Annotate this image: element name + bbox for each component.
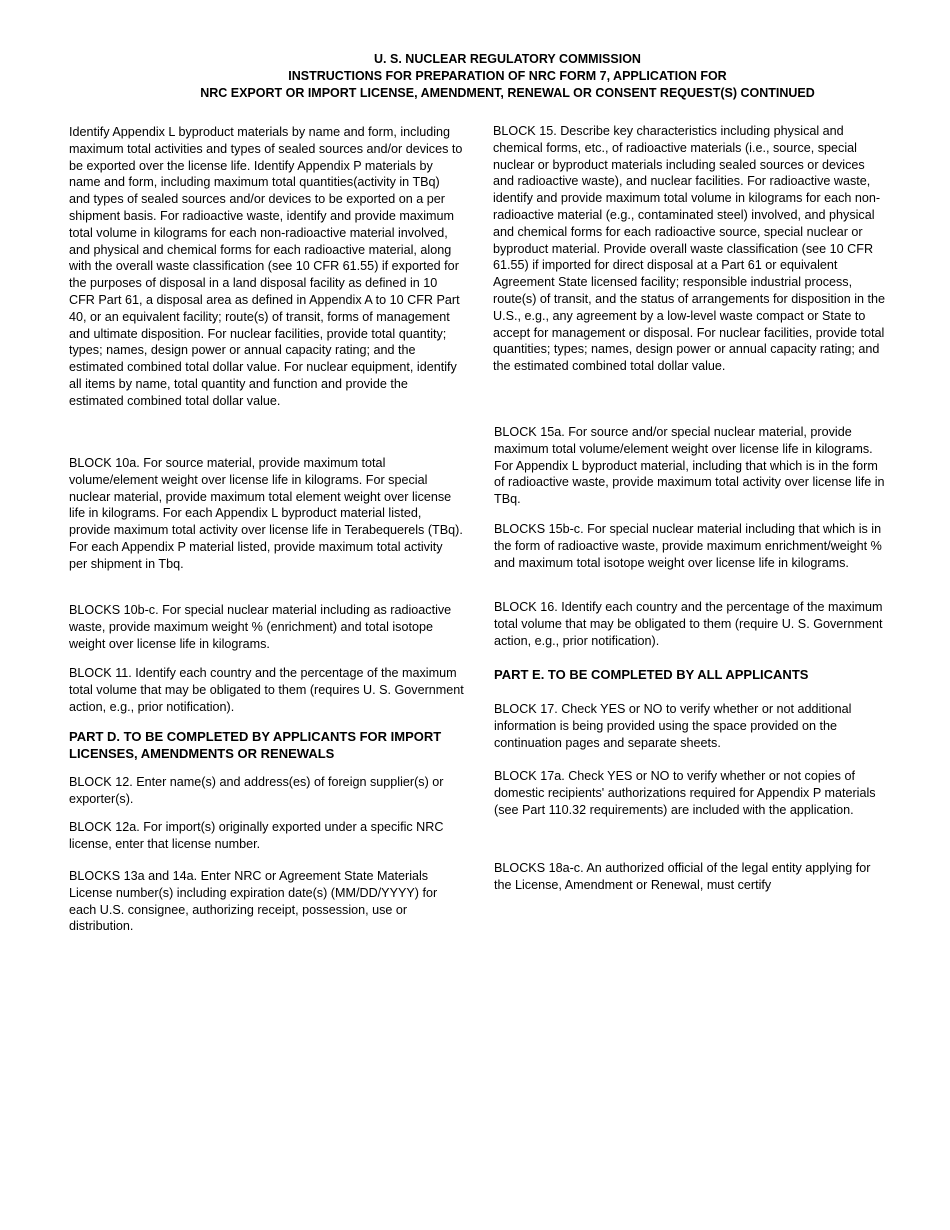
block-18-text: BLOCKS 18a-c. An authorized official of the legal entity applying for the License, Amendment or Renewal, must certify [494, 861, 871, 892]
header-form-subtitle: NRC EXPORT OR IMPORT LICENSE, AMENDMENT, RENEWAL OR CONSENT REQUEST(S) CONTINUED [200, 85, 815, 100]
block-15-text: BLOCK 15. Describe key characteristics including physical and chemical forms, etc., of radioactive materials (i.e., source, special nuclear or byproduct materials including sealed sources or devices and radioactive waste), and nuclear facilities. For radioactive waste, identify and provide maximum total volume in kilograms for each non-radioactive material (e.g., contaminated steel) involved, and physical and chemical forms for each radioactive source, special nuclear or byproduct material. Provide overall waste classification (see 10 CFR 61.55) if imported for direct disposal at a Part 61 or equivalent Agreement State licensed facility; responsible industrial process, route(s) of transit, and the status of arrangements for disposition in the U.S., e.g., any agreement by a low-level waste compact or State to accept for management or disposal. For nuclear facilities, provide total quantities; types; names, design power or annual capacity rating; and the estimated combined total dollar value. [493, 124, 886, 374]
block-15a-text: BLOCK 15a. For source and/or special nuclear material, provide maximum total volume/element weight over license life in kilograms. For Appendix L byproduct material, including that which is in the form of radioactive waste, provide maximum total activity over license life in TBq. [494, 425, 885, 507]
block-13-14-text: BLOCKS 13a and 14a. Enter NRC or Agreement State Materials License number(s) including expiration date(s) (MM/DD/YYYY) for each U.S. consignee, authorizing receipt, possession, use or distribution. [69, 869, 438, 934]
part-e-heading: PART E. TO BE COMPLETED BY ALL APPLICANTS [494, 667, 809, 682]
part-d-heading: PART D. TO BE COMPLETED BY APPLICANTS FOR IMPORT LICENSES, AMENDMENTS OR RENEWALS [69, 729, 442, 761]
block-17a-text: BLOCK 17a. Check YES or NO to verify whether or not copies of domestic recipients' authorizations required for Appendix P materials (see Part 110.32 requirements) are included with the application. [494, 769, 876, 817]
header-instructions-title: INSTRUCTIONS FOR PREPARATION OF NRC FORM 7, APPLICATION FOR [288, 68, 727, 83]
block-12-text: BLOCK 12. Enter name(s) and address(es) of foreign supplier(s) or exporter(s). [69, 775, 444, 806]
page-header [0, 51, 950, 101]
block-17-text: BLOCK 17. Check YES or NO to verify whether or not additional information is being provided using the space provided on the continuation pages and separate sheets. [494, 702, 852, 750]
header-agency: U. S. NUCLEAR REGULATORY COMMISSION [374, 52, 641, 66]
block-10bc-text: BLOCKS 10b-c. For special nuclear material including as radioactive waste, provide maximum weight % (enrichment) and total isotope weight over license life in kilograms. [69, 603, 452, 651]
left-intro-text: Identify Appendix L byproduct materials by name and form, including maximum total activities and types of sealed sources and/or devices to be exported over the license life. Identify Appendix P materials by name and form, including maximum total quantities(activity in TBq) and types of sealed sources and/or devices to be exported on a per shipment basis. For radioactive waste, identify and provide maximum total volume in kilograms for each non-radioactive material involved, and physical and chemical forms for each radioactive material, along with the overall waste classification (see 10 CFR 61.55) if exported for the purposes of disposal in a land disposal facility as defined in 10 CFR Part 61, a disposal area as defined in Appendix A to 10 CFR Part 40, or an equivalent facility; route(s) of transit, forms of management and ultimate disposition. For nuclear facilities, provide total quantity; types; names, design power or annual capacity rating; and the estimated combined total dollar value. For nuclear equipment, identify all items by name, total quantity and function and provide the estimated combined total dollar value. [69, 125, 463, 408]
block-16-text: BLOCK 16. Identify each country and the percentage of the maximum total volume that may be obligated to them (require U. S. Government action, e.g., prior notification). [494, 600, 883, 648]
block-11-text: BLOCK 11. Identify each country and the percentage of the maximum total volume that may be obligated to them (requires U. S. Government action, e.g., prior notification). [69, 666, 464, 714]
block-15bc-text: BLOCKS 15b-c. For special nuclear material including that which is in the form of radioactive waste, provide maximum enrichment/weight % and maximum total isotope weight over license life in kilograms. [494, 522, 882, 570]
block-10a-text: BLOCK 10a. For source material, provide maximum total volume/element weight over license life in kilograms. For special nuclear material, provide maximum total element weight over license life in kilograms. For each Appendix L byproduct material listed, provide maximum total activity over license life in Terabequerels (TBq). For each Appendix P material listed, provide maximum total activity per shipment in Tbq. [69, 456, 463, 571]
block-12a-text: BLOCK 12a. For import(s) originally exported under a specific NRC license, enter that license number. [69, 820, 444, 851]
